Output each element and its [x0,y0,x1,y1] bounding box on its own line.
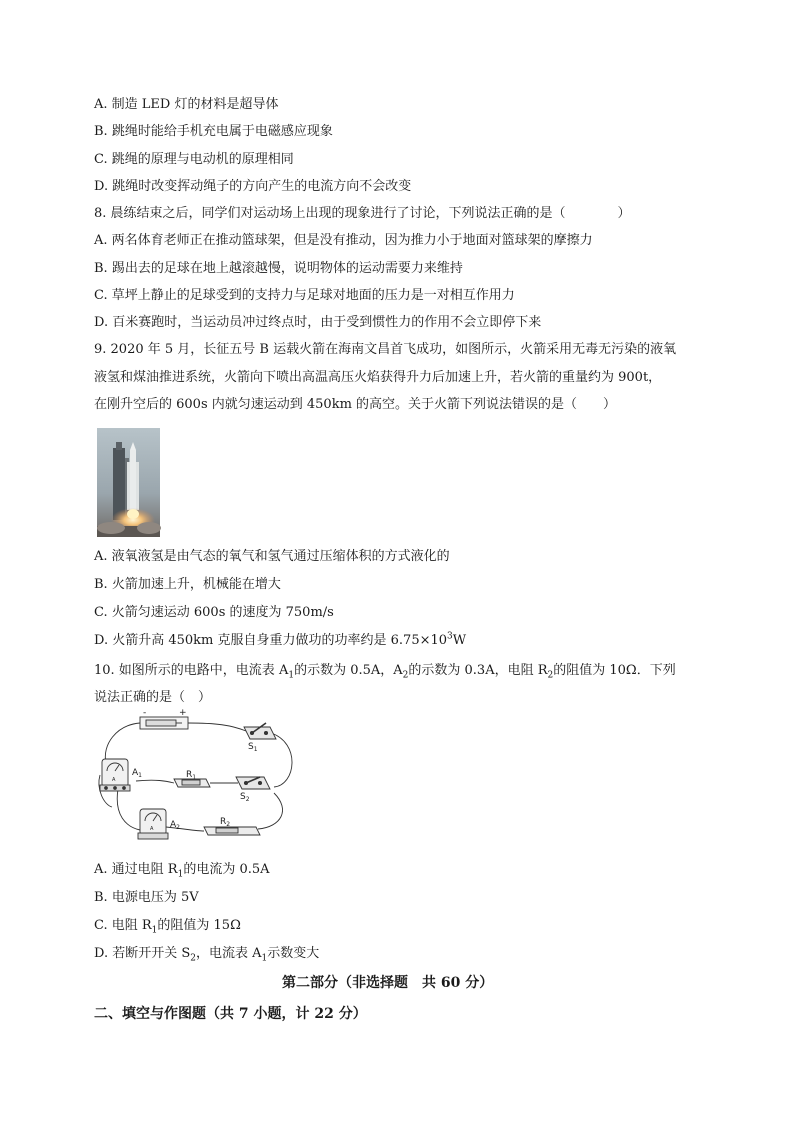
switch-s1-label: $S_1$ [248,742,258,753]
ammeter-a1-dial-label: A [112,777,116,783]
q9-stem-line3: 在刚升空后的 600s 内就匀速运动到 450km 的高空。关于火箭下列说法错误的是（ ） [94,397,617,412]
q7-option-d: D. 跳绳时改变挥动绳子的方向产生的电流方向不会改变 [94,179,412,194]
circuit-diagram [96,708,298,845]
q10-option-a: A. 通过电阻 $R_1$的电流为 0.5A [94,862,270,880]
q10-stem-line2: 说法正确的是（ ） [94,690,212,705]
rocket-launch-photo [97,428,160,537]
ammeter-a2-label: $A_2$ [170,820,180,831]
q10-option-d: D. 若断开开关 $S_2$，电流表 $A_1$示数变大 [94,946,320,964]
q9-option-b: B. 火箭加速上升，机械能在增大 [94,577,281,592]
q9-stem-line1: 9. 2020 年 5 月，长征五号 B 运载火箭在海南文昌首飞成功，如图所示，火箭采用无毒无污染的液氧 [94,342,677,357]
q8-option-c: C. 草坪上静止的足球受到的支持力与足球对地面的压力是一对相互作用力 [94,288,515,303]
resistor-r2-label: $R_2$ [220,817,231,828]
q9-option-d: D. 火箭升高 450km 克服自身重力做功的功率约是 $6.75\times 10^3W$ [94,631,467,648]
q8-option-a: A. 两名体育老师正在推动篮球架，但是没有推动，因为推力小于地面对篮球架的摩擦力 [94,233,593,248]
q10-option-c: C. 电阻 $R_1$的阻值为 15Ω [94,918,241,936]
battery-minus-label: - [143,708,147,718]
q7-option-b: B. 跳绳时能给手机充电属于电磁感应现象 [94,124,333,139]
q7-option-c: C. 跳绳的原理与电动机的原理相同 [94,152,294,167]
ammeter-a2-dial-label: A [150,826,154,832]
section-two-heading: 二、填空与作图题（共 7 小题，计 22 分） [94,1006,367,1022]
q10-option-b: B. 电源电压为 5V [94,890,199,905]
q9-option-a: A. 液氧液氢是由气态的氧气和氢气通过压缩体积的方式液化的 [94,549,450,564]
part-two-heading: 第二部分（非选择题 共 60 分） [282,975,494,991]
q9-option-c: C. 火箭匀速运动 600s 的速度为 750m/s [94,605,334,620]
q7-option-a: A. 制造 LED 灯的材料是超导体 [94,97,279,112]
ammeter-a1-label: $A_1$ [132,768,142,779]
q8-option-b: B. 踢出去的足球在地上越滚越慢，说明物体的运动需要力来维持 [94,261,463,276]
q8-option-d: D. 百米赛跑时，当运动员冲过终点时，由于受到惯性力的作用不会立即停下来 [94,315,542,330]
q8-stem: 8. 晨练结束之后，同学们对运动场上出现的现象进行了讨论，下列说法正确的是（ ） [94,206,631,221]
q9-stem-line2: 液氢和煤油推进系统，火箭向下喷出高温高压火焰获得升力后加速上升，若火箭的重量约为 900t， [94,370,662,385]
q10-stem-line1: 10. 如图所示的电路中，电流表 $A_1$的示数为 0.5A，$A_2$的示数为 0.3A，电阻 $R_2$的阻值为 10Ω．下列 [94,663,676,681]
battery-plus-label: + [179,708,187,718]
resistor-r1-label: $R_1$ [186,770,197,781]
switch-s2-label: $S_2$ [240,792,250,803]
